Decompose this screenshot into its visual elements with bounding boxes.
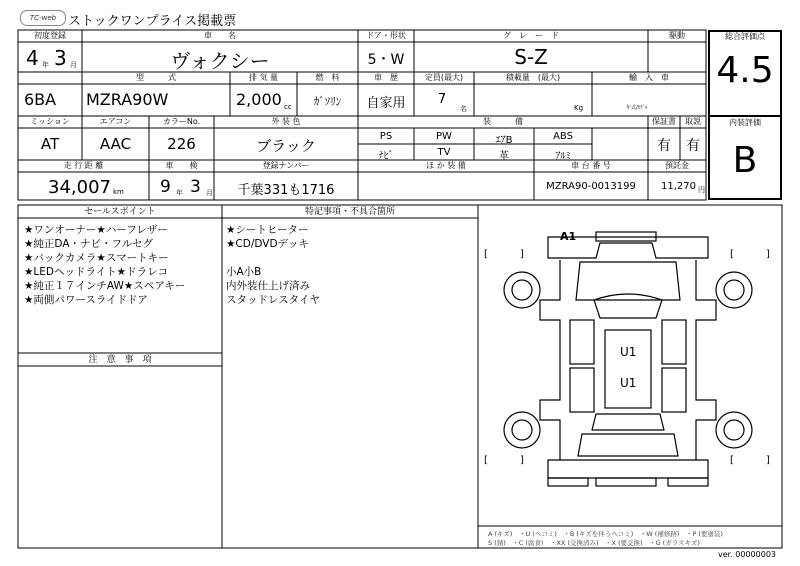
tc-web-logo: TC-web [20,10,66,26]
label-interior-eval: 内装評価 [729,118,761,127]
bracket-right-top2: ] [766,249,770,260]
label-caution: 注 意 事 項 [88,355,152,365]
insp-year: 9 [160,177,171,197]
label-model: 型 式 [136,73,176,82]
equip-alloy: ｱﾙﾐ [555,151,571,162]
equip-abs: ABS [553,131,573,142]
note-line: スタッドレスタイヤ [226,294,320,306]
bracket-left-bottom2: [ [730,455,734,466]
label-plate: 登録ナンバー [262,161,310,170]
warranty-value: 有 [657,138,671,154]
label-door-shape: ドア・形状 [366,31,406,40]
label-grade: グ レ ー ド [503,31,559,40]
page-title: ストックワンプライス掲載票 [68,14,237,29]
aircon: AAC [99,135,132,153]
equip-airbag: ｴｱB [495,135,513,146]
kg-unit: Kg [574,104,584,112]
capacity: 7 [437,92,447,107]
bracket-left-top2: [ [730,249,734,260]
label-total-eval: 総合評価点 [725,32,765,41]
equip-leather: 革 [499,151,509,162]
damage-code-u1-bottom: U1 [620,376,637,390]
color-no: 226 [167,135,196,153]
label-drive: 駆動 [669,31,685,40]
note-line: 小A小B [226,266,262,278]
deposit-amount: 11,270 [661,181,696,192]
label-first-reg: 初度登録 [34,31,66,40]
ext-color: ブラック [256,137,316,155]
bracket-left-bottom: [ [484,455,488,466]
label-chassis: 車 台 番 号 [571,161,611,170]
equip-pw: PW [436,131,452,142]
label-import: 輸 入 車 [629,73,669,82]
car-name: ヴォクシー [170,49,270,73]
mission: AT [40,135,60,153]
damage-legend-1: A (キズ) ・U (ヘコミ) ・B (キズを伴うヘコミ) ・W (補修跡) ・P (要塗装) [488,530,723,538]
insp-month-unit: 月 [206,189,213,197]
damage-code-u1-top: U1 [620,345,637,359]
label-inspection: 車 検 [165,161,198,170]
grade: S-Z [514,45,548,69]
selling-point: ★純正DA・ナビ・フルセグ [24,238,154,250]
bracket-right-bottom: ] [520,455,524,466]
label-aircon: エアコン [99,117,132,126]
year-model-label: 年式/ﾓﾃﾞﾙ [626,105,648,111]
label-mileage: 走 行 距 離 [63,161,104,170]
reg-month: 3 [54,46,67,70]
note-line: 内外装仕上げ済み [226,280,310,292]
selling-point: ★LEDヘッドライト★ドラレコ [24,266,169,278]
note-line: ★CD/DVDデッキ [226,238,309,250]
label-warranty: 保証書 [652,117,676,126]
label-fuel: 燃 料 [315,73,340,82]
reg-year: 4 [26,46,39,70]
label-equipment: 装 備 [483,117,523,126]
car-diagram [504,232,752,486]
label-manual: 取説 [685,117,701,126]
km-unit: km [113,188,124,196]
cc-unit: cc [284,103,292,111]
label-deposit: 預託金 [665,161,689,170]
label-notes: 特記事項・不具合箇所 [304,207,395,217]
damage-legend-2: S (錆) ・C (腐食) ・XX (交換済み) ・X (要交換) ・G (ガラスキズ) [488,539,700,547]
label-displacement: 排 気 量 [248,73,279,82]
total-score: 4.5 [716,50,774,91]
insp-month: 3 [190,177,201,197]
history: 自家用 [366,96,406,111]
label-history: 車 歴 [374,73,398,82]
fuel: ｶﾞｿﾘﾝ [313,95,342,108]
label-ext-color: 外 装 色 [271,117,301,126]
label-color-no: カラーNo. [162,117,201,126]
selling-point: ★純正１７インチAW★スペアキー [24,280,186,292]
bracket-left-top: [ [484,249,488,260]
version-label: ver. 00000003 [717,550,776,559]
chassis-number: MZRA90-0013199 [546,181,636,192]
equip-navi: ﾅﾋﾞ [378,151,394,162]
label-capacity: 定員(最大) [424,73,464,82]
model-code: MZRA90W [86,90,169,109]
displacement: 2,000 [236,90,282,109]
interior-score: B [732,140,758,181]
label-selling-points: セールスポイント [84,207,156,217]
reg-month-unit: 月 [70,61,77,69]
damage-code-a1: A1 [560,230,577,243]
model: 6BA [24,90,57,109]
note-line: ★シートヒーター [226,224,309,236]
manual-value: 有 [686,138,700,154]
plate-number: 千葉331も1716 [237,183,335,198]
label-mission: ミッション [30,117,70,126]
reg-year-unit: 年 [42,61,49,69]
label-car-name: 車 名 [204,31,236,40]
selling-point: ★バックカメラ★スマートキー [24,252,169,264]
bracket-right-bottom2: ] [766,455,770,466]
equip-ps: PS [379,131,393,142]
label-other-equip: ほ か 装 備 [426,161,466,170]
insp-year-unit: 年 [176,189,183,197]
door-shape: 5・W [367,52,405,68]
mileage: 34,007 [48,177,111,198]
selling-point: ★ワンオーナー★ハーフレザー [24,224,168,236]
bracket-right-top: ] [520,249,524,260]
selling-point: ★両側パワースライドドア [24,294,148,306]
person-unit: 名 [460,105,467,113]
equip-tv: TV [437,147,451,158]
label-load: 積載量 (最大) [505,73,561,82]
yen-unit: 円 [698,186,705,194]
